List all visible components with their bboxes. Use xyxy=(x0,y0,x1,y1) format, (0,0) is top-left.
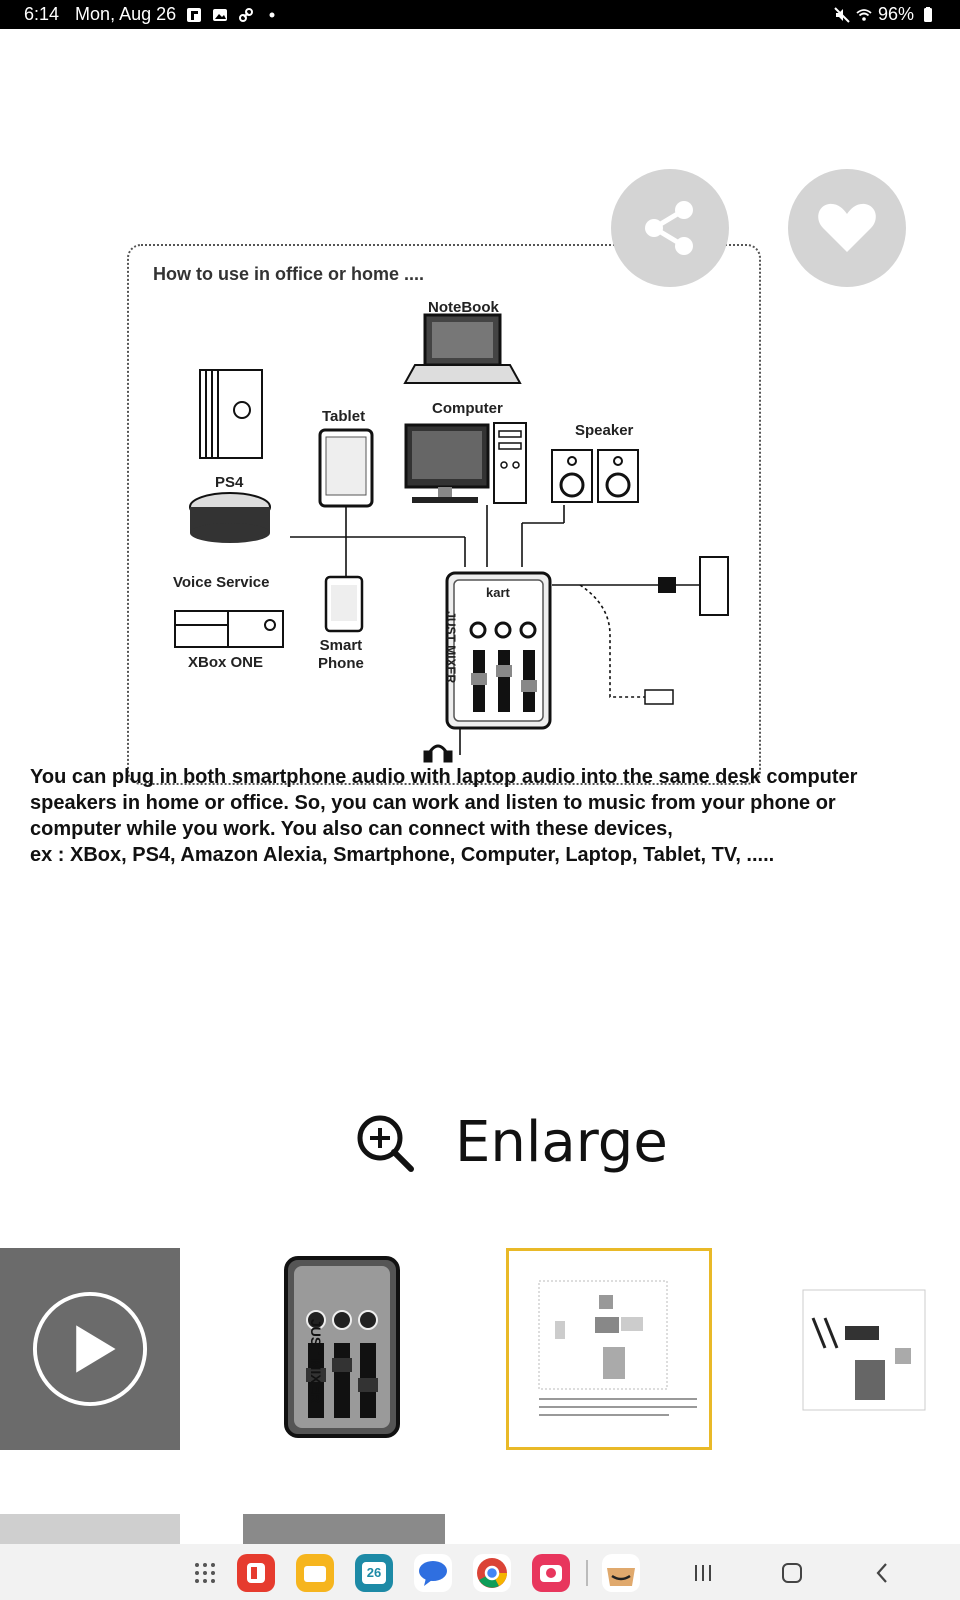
status-bar xyxy=(0,0,960,29)
diagram-thumbnail-image xyxy=(509,1251,709,1447)
app-drawer-button[interactable] xyxy=(190,1558,220,1588)
link-icon xyxy=(238,7,254,23)
notebook-icon xyxy=(405,315,520,383)
thumbnail-partial-2[interactable] xyxy=(243,1514,445,1544)
label-smartphone: Smart Phone xyxy=(318,637,364,672)
mixer-thumbnail-label: JUST MIXER xyxy=(308,1318,325,1404)
battery-icon xyxy=(920,7,936,23)
label-tablet: Tablet xyxy=(322,408,366,425)
enlarge-label: Enlarge xyxy=(455,1110,668,1175)
camera-icon xyxy=(532,1554,570,1592)
status-time: 6:14 xyxy=(24,4,60,24)
recents-icon xyxy=(690,1560,716,1586)
camera-app[interactable] xyxy=(532,1554,570,1592)
chrome-icon xyxy=(473,1554,511,1592)
computer-icon xyxy=(406,423,526,503)
folder-icon xyxy=(296,1554,334,1592)
flipboard-icon xyxy=(237,1554,275,1592)
label-speaker: Speaker xyxy=(575,422,634,439)
enlarge-button[interactable] xyxy=(355,1110,668,1175)
favorite-button[interactable] xyxy=(788,169,906,287)
connection-diagram xyxy=(160,295,740,775)
label-voice-service: Voice Service xyxy=(173,574,270,591)
label-computer: Computer xyxy=(432,400,503,417)
dock-divider xyxy=(586,1560,588,1586)
status-date: Mon, Aug 26 xyxy=(75,4,177,24)
label-xbox: XBox ONE xyxy=(188,654,264,671)
tablet-icon xyxy=(320,430,372,506)
recents-button[interactable] xyxy=(688,1558,718,1588)
caption-line: ex : XBox, PS4, Amazon Alexia, Smartphone, Computer, Laptop, Tablet, TV, ..... xyxy=(30,844,775,866)
chrome-app[interactable] xyxy=(473,1554,511,1592)
calendar-app[interactable] xyxy=(355,1554,393,1592)
mixer-name: JUST MIXER xyxy=(444,611,459,684)
caption-line: computer while you work. You also can connect with these devices, xyxy=(30,818,673,840)
caption-line: speakers in home or office. So, you can work and listen to music from your phone or xyxy=(30,792,836,814)
battery-percent: 96% xyxy=(877,4,914,24)
label-ps4: PS4 xyxy=(215,474,244,491)
xbox-icon xyxy=(175,611,283,647)
home-icon xyxy=(779,1560,805,1586)
navigation-bar xyxy=(0,1544,960,1600)
back-icon xyxy=(870,1560,896,1586)
thumbnail-video[interactable] xyxy=(0,1248,180,1450)
thumbnail-diagram-selected[interactable] xyxy=(506,1248,712,1450)
heart-icon xyxy=(815,196,879,260)
amazon-app[interactable] xyxy=(602,1554,640,1592)
flipboard-icon xyxy=(186,7,202,23)
label-notebook: NoteBook xyxy=(428,299,499,316)
home-button[interactable] xyxy=(777,1558,807,1588)
chat-icon xyxy=(414,1554,452,1592)
mixer-brand: kart xyxy=(486,585,510,600)
zoom-in-icon xyxy=(355,1113,415,1173)
caption-line: You can plug in both smartphone audio with laptop audio into the same desk computer xyxy=(30,766,858,788)
thumbnail-mixer[interactable] xyxy=(280,1248,405,1450)
wall-plug-icon xyxy=(645,557,728,704)
diagram2-thumbnail-image xyxy=(795,1248,930,1450)
ps4-icon xyxy=(200,370,262,458)
gallery-icon xyxy=(212,7,228,23)
voice-service-icon xyxy=(190,493,270,543)
status-left xyxy=(24,4,280,25)
speaker-icon xyxy=(552,450,638,502)
diagram-caption xyxy=(30,764,950,868)
share-button[interactable] xyxy=(611,169,729,287)
messages-app[interactable] xyxy=(414,1554,452,1592)
app-drawer-icon xyxy=(192,1560,218,1586)
amazon-icon xyxy=(602,1554,640,1592)
dot-icon xyxy=(264,7,280,23)
files-app[interactable] xyxy=(296,1554,334,1592)
wifi-icon xyxy=(856,7,872,23)
flipboard-app[interactable] xyxy=(237,1554,275,1592)
back-button[interactable] xyxy=(868,1558,898,1588)
thumbnail-diagram-2[interactable] xyxy=(795,1248,930,1450)
calendar-day: 26 xyxy=(366,1565,382,1580)
play-icon xyxy=(31,1290,149,1408)
smartphone-icon xyxy=(326,577,362,631)
mixer-thumbnail-image xyxy=(280,1248,405,1450)
mute-icon xyxy=(834,7,850,23)
thumbnail-partial-1[interactable] xyxy=(0,1514,180,1544)
headphones-icon xyxy=(425,746,451,761)
diagram-heading: How to use in office or home .... xyxy=(153,264,425,284)
share-icon xyxy=(638,196,702,260)
status-right xyxy=(834,4,936,25)
